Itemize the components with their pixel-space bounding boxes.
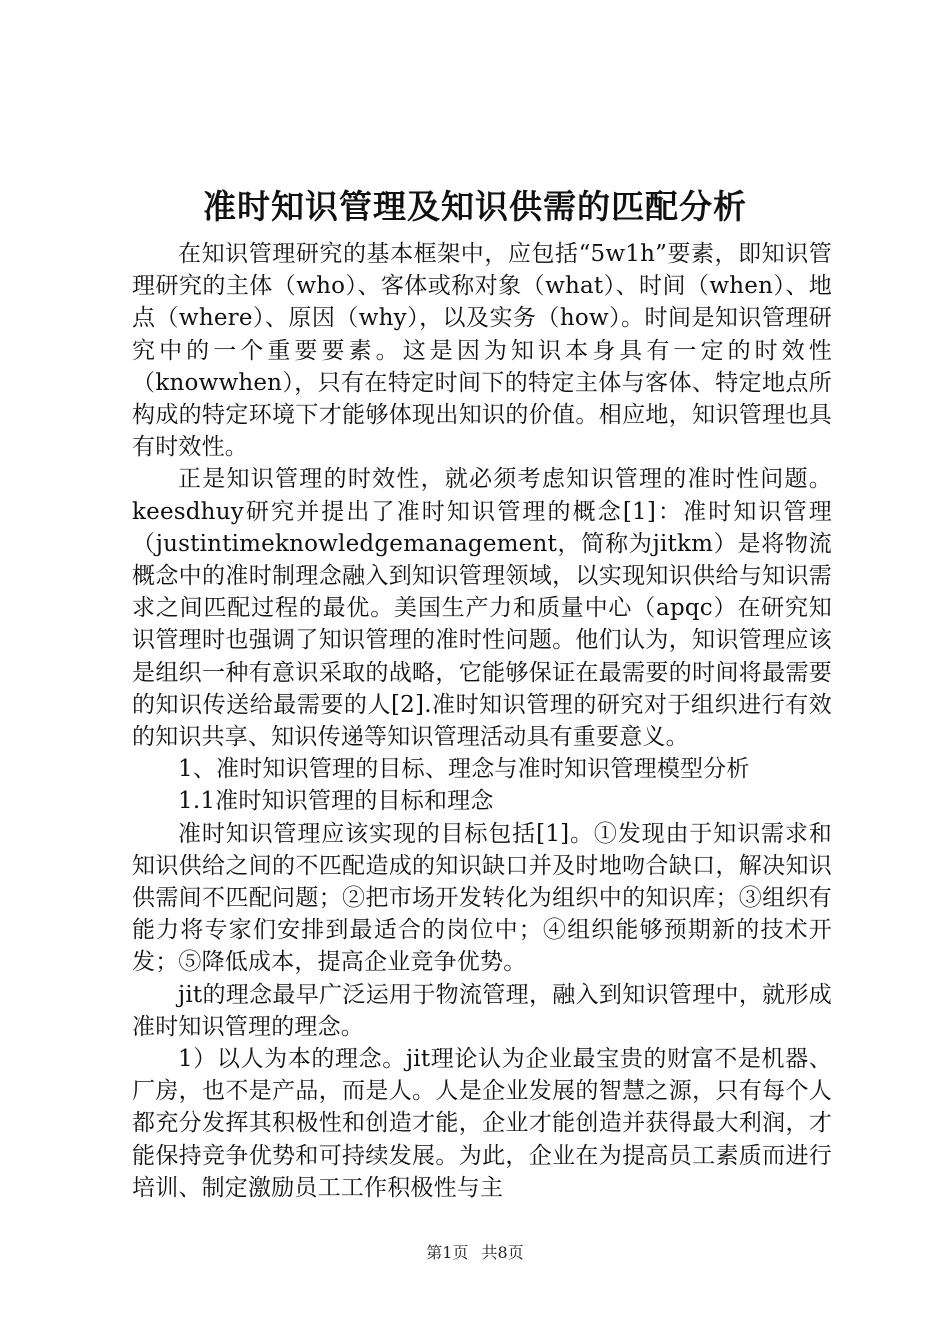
paragraph-people-first: 1）以人为本的理念。jit理论认为企业最宝贵的财富不是机器、厂房，也不是产品，而是人。人是企业发展的智慧之源，只有每个人都充分发挥其积极性和创造才能，企业才能创造并获得最大利润，才能保持竞争优势和可持续发展。为此，企业在为提高员工素质而进行培训、制定激励员工工作积极性与主 (132, 1046, 832, 1201)
paragraph-concept: 正是知识管理的时效性，就必须考虑知识管理的准时性问题。keesdhuy研究并提出了准时知识管理的概念[1]：准时知识管理（justintimeknowledgemanagement，简称为jitkm）是将物流概念中的准时制理念融入到知识管理领域，以实现知识供给与知识需求之间匹配过程的最优。美国生产力和质量中心（apqc）在研究知识管理时也强调了知识管理的准时性问题。他们认为，知识管理应该是组织一种有意识采取的战略，它能够保证在最需要的时间将最需要的知识传送给最需要的人[2].准时知识管理的研究对于组织进行有效的知识共享、知识传递等知识管理活动具有重要意义。 (132, 466, 832, 751)
paragraph-jit-idea: jit的理念最早广泛运用于物流管理，融入到知识管理中，就形成准时知识管理的理念。 (132, 981, 832, 1040)
page-total: 共8页 (481, 1243, 524, 1262)
paragraph-intro: 在知识管理研究的基本框架中，应包括“5w1h”要素，即知识管理研究的主体（who）、客体或称对象（what）、时间（when）、地点（where）、原因（why），以及实务（how）。时间是知识管理研究中的一个重要要素。这是因为知识本身具有一定的时效性（knowwhen），只有在特定时间下的特定主体与客体、特定地点所构成的特定环境下才能够体现出知识的价值。相应地，知识管理也具有时效性。 (132, 241, 832, 461)
paragraph-goals: 准时知识管理应该实现的目标包括[1]。①发现由于知识需求和知识供给之间的不匹配造成的知识缺口并及时地吻合缺口，解决知识供需间不匹配问题；②把市场开发转化为组织中的知识库；③组织有能力将专家们安排到最适合的岗位中；④组织能够预期新的技术开发；⑤降低成本，提高企业竞争优势。 (132, 820, 832, 976)
document-body (132, 238, 832, 1204)
section-heading-1-1: 1.1准时知识管理的目标和理念 (178, 788, 494, 815)
page-footer (0, 1241, 950, 1265)
section-heading-1: 1、准时知识管理的目标、理念与准时知识管理模型分析 (178, 756, 750, 783)
document-title: 准时知识管理及知识供需的匹配分析 (203, 187, 747, 226)
page-number: 第1页 (426, 1243, 469, 1262)
